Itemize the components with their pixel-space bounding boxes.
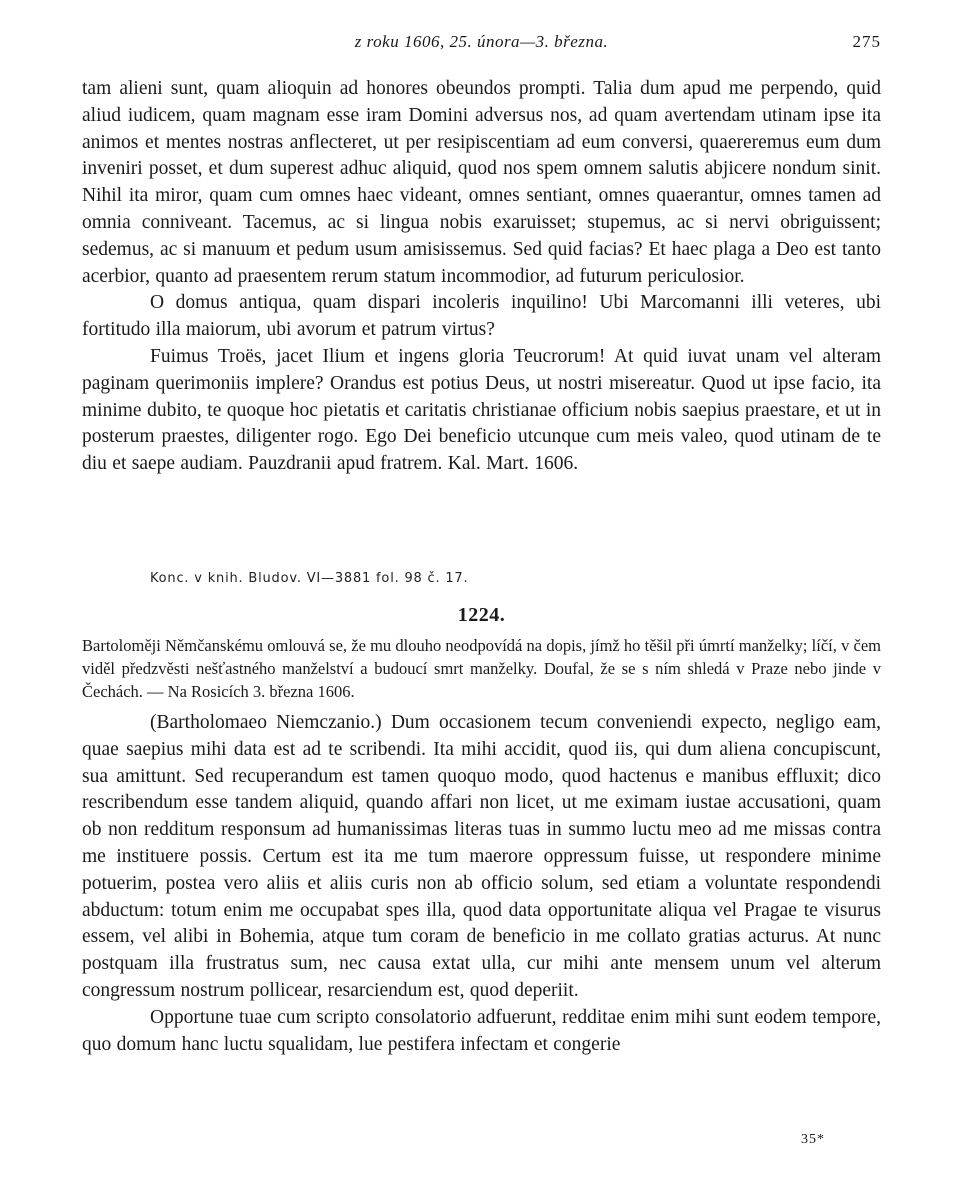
page-number: 275 [852,32,881,51]
running-head [82,32,881,56]
body-paragraph: Fuimus Troës, jacet Ilium et ingens gloria Teucrorum! At quid iuvat unam vel alteram paginam querimoniis implere? Orandus est potius Deus, ut nostri misereatur. Quod ut ipse facio, ita minime dubito, te quoque hoc pietatis et caritatis christianae officium nobis saepius praestare, et ut in posterum praestes, diligenter rogo. Ego Dei beneficio utcunque cum meis valeo, quod utinam de te diu et saepe audiam. Pauzdranii apud fratrem. Kal. Mart. 1606. [82,345,881,475]
letter-1224-text [82,710,881,1058]
running-title: z roku 1606, 25. února—3. března. [354,32,609,51]
document-number: 1224. [457,604,506,626]
body-paragraph: tam alieni sunt, quam alioquin ad honores obeundos prompti. Talia dum apud me perpendo, quid aliud iudicem, quam magnam esse iram Domini adversus nos, ad quam avertendam utinam ipse ita animos et mentes nostras anflecteret, ut per resipiscentiam ad eum conversi, quaereremus eum dum inveniri posset, et dum superest adhuc aliquid, quod nos spem omnem salutis abjicere nondum sinit. Nihil ita miror, quam cum omnes haec videant, omnes sentiant, omnes quaerantur, omnes tamen ad omnia conniveant. Tacemus, ac si lingua nobis exaruisset; stupemus, ac si nervi obriguissent; sedemus, ac si manuum et pedum usum amisissemus. Sed quid facias? Et haec plaga a Deo est tanto acerbior, quanto ad praesentem rerum statum incommodior, ad futurum periculosior. [82,78,881,287]
body-paragraph: Opportune tuae cum scripto consolatorio adfuerunt, redditae enim mihi sunt eodem tempore, quo domum hanc luctu squalidam, lue pestifera infectam et congerie [82,1006,881,1055]
printer-signature-mark: 35* [801,1132,825,1147]
source-note: Konc. v knih. Bludov. VI—3881 fol. 98 č. 17. [150,571,469,586]
letter-1223-continuation [82,76,881,478]
body-paragraph: O domus antiqua, quam dispari incoleris inquilino! Ubi Marcomanni illi veteres, ubi fortitudo illa maiorum, ubi avorum et patrum virtus? [82,292,881,341]
regest-summary: Bartoloměji Němčanskému omlouvá se, že mu dlouho neodpovídá na dopis, jímž ho těšil při úmrtí manželky; líčí, v čem viděl předzvěsti nešťastného manželství a budoucí smrt manželky. Doufal, že se s ním shledá v Praze nebo jinde v Čechách. — Na Rosicích 3. března 1606. [82,636,881,701]
body-paragraph: (Bartholomaeo Niemczanio.) Dum occasionem tecum conveniendi expecto, negligo eam, quae saepius mihi data est ad te scribendi. Ita mihi accidit, quod iis, qui dum aliena concupiscunt, sua amittunt. Sed recuperandum est tamen quoquo modo, quod hactenus e manibus effluxit; dico rescribendum esse tandem aliquid, quando affari non licet, ut me eximam iustae accusationi, quam ob non redditum responsum ad humanissimas literas tuas in summo luctu meo ad me missas contra me instituere possis. Certum est ita me tum maerore oppressum fuisse, ut respondere minime potuerim, postea vero aliis et aliis curis non ab officio solum, sed etiam a voluntate respondendi abductum: totum enim me occupabat spes illa, quod data opportunitate aliqua vel Pragae te visurus essem, vel alibi in Bohemia, atque tum coram de beneficio in me collato gratias acturus. At nunc postquam illa frustratus sum, nec causa extat ulla, cur mihi ante mensem unum vel alterum congressum nostrum pollicear, resarciendum est, quod deperiit. [82,712,881,1001]
